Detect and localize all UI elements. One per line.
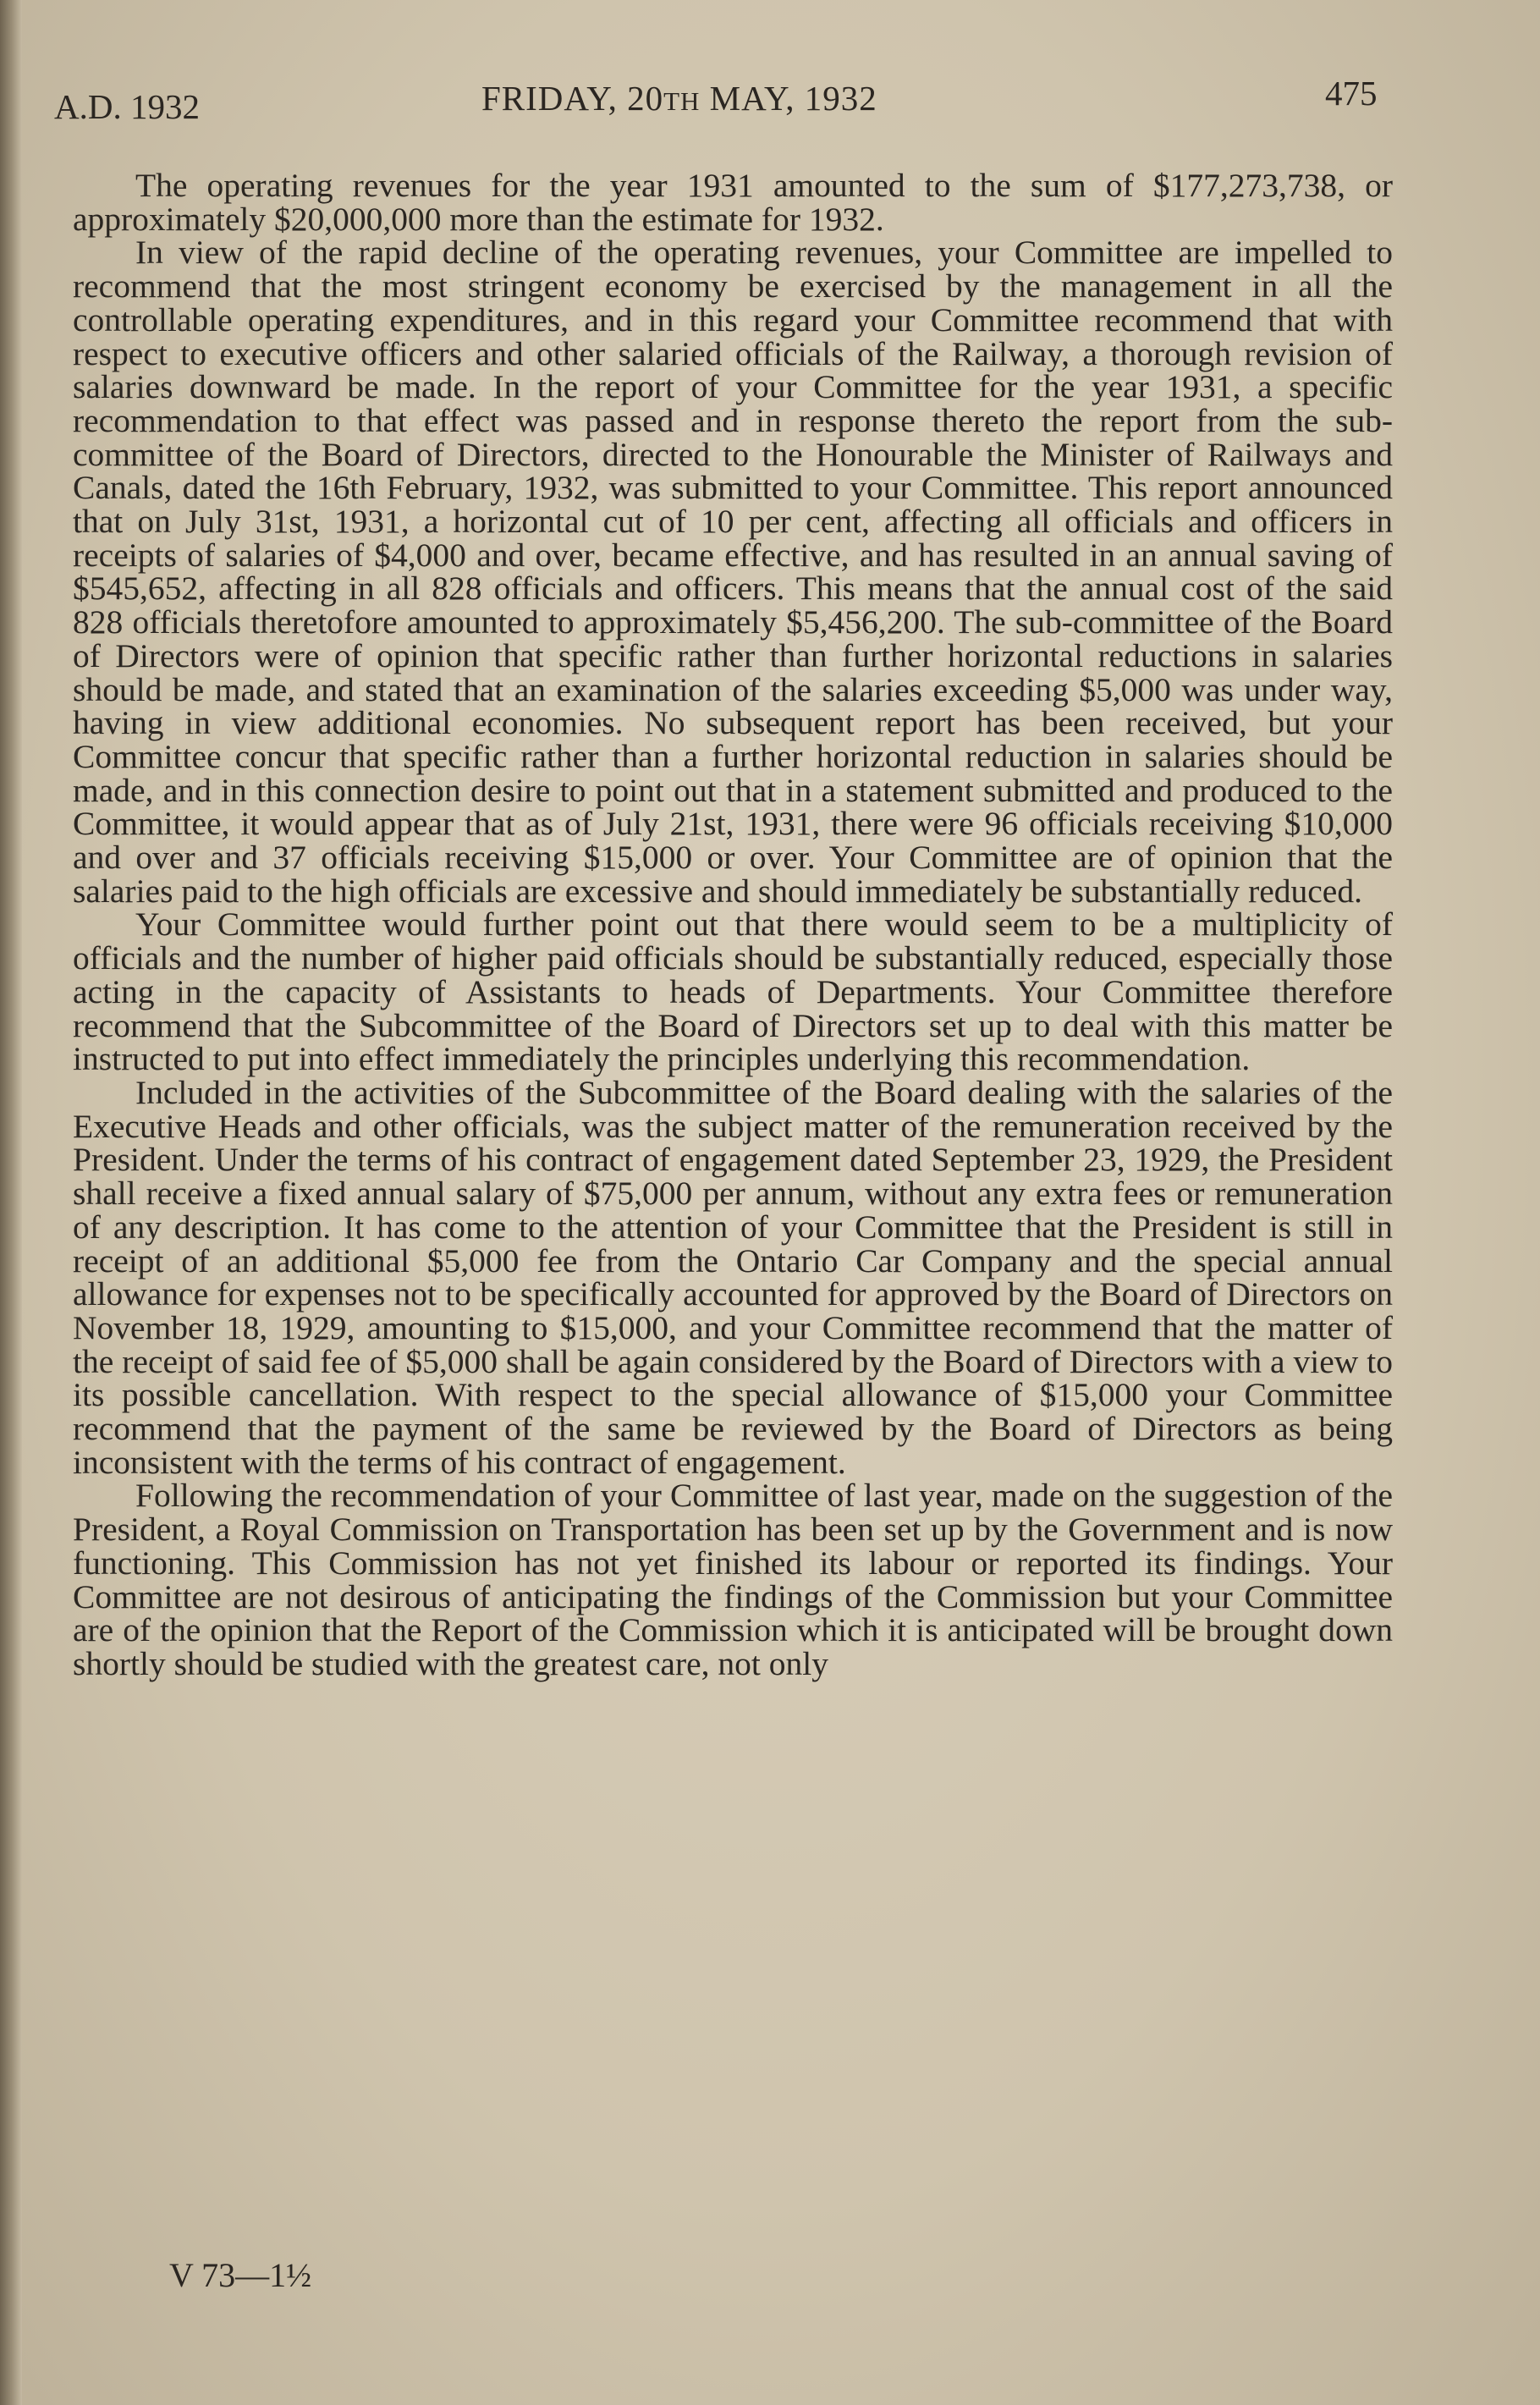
paragraph-operating-revenues: The operating revenues for the year 1931 amounted to the sum of $177,273,738, or approximately $20,000,000 more than the estimate for 1932.: [73, 167, 1393, 238]
paragraph-multiplicity-of-officials: Your Committee would further point out that there would seem to be a multiplicity of officials and the number of higher paid officials should be substantially reduced, especially those acting in the capacity of Assistants to heads of Departments. Your Committee therefore recommend that the Subcommittee of the Board of Directors set up to deal with this matter be instructed to put into effect immediately the principles underlying this recommendation.: [73, 905, 1393, 1078]
paragraph-salary-revision: In view of the rapid decline of the operating revenues, your Committee are impelled to recommend that the most stringent economy be exercised by the management in all the controllable operating expenditures, and in this regard your Committee recommend that with respect to executive officers and other salaried officials of the Railway, a thorough revision of salaries downward be made. In the report of your Committee for the year 1931, a specific recommendation to that effect was passed and in response thereto the report from the sub-committee of the Board of Directors, directed to the Honourable the Minister of Railways and Canals, dated the 16th February, 1932, was submitted to your Committee. This report announced that on July 31st, 1931, a horizontal cut of 10 per cent, affecting all officials and officers in receipts of salaries of $4,000 and over, became effective, and has resulted in an annual saving of $545,652, affecting in all 828 officials and officers. This means that the annual cost of the said 828 officials theretofore amounted to approximately $5,456,200. The sub-committee of the Board of Directors were of opinion that specific rather than further horizontal reductions in salaries should be made, and stated that an examination of the salaries exceeding $5,000 was under way, having in view additional economies. No subsequent report has been received, but your Committee concur that specific rather than a further horizontal reduction in salaries should be made, and in this connection desire to point out that in a statement submitted and produced to the Committee, it would appear that as of July 21st, 1931, there were 96 officials receiving $10,000 and over and 37 officials receiving $15,000 or over. Your Committee are of opinion that the salaries paid to the high officials are excessive and should immediately be substantially reduced.: [73, 234, 1393, 910]
page-number: 475: [1325, 74, 1378, 113]
body-text: [73, 169, 1393, 1681]
running-head: [54, 74, 1391, 129]
paragraph-president-remuneration: Included in the activities of the Subcommittee of the Board dealing with the salaries of the Executive Heads and other officials, was the subject matter of the remuneration received by the President. Under the terms of his contract of engagement dated September 23, 1929, the President shall receive a fixed annual salary of $75,000 per annum, without any extra fees or remuneration of any description. It has come to the attention of your Committee that the President is still in receipt of an additional $5,000 fee from the Ontario Car Company and the special annual allowance for expenses not to be specifically accounted for approved by the Board of Directors on November 18, 1929, amounting to $15,000, and your Committee recommend that the matter of the receipt of said fee of $5,000 shall be again considered by the Board of Directors with a view to its possible cancellation. With respect to the special allowance of $15,000 your Committee recommend that the payment of the same be reviewed by the Board of Directors as being inconsistent with the terms of his contract of engagement.: [73, 1073, 1393, 1481]
signature-mark: V 73—1½: [169, 2256, 312, 2294]
book-spine-shadow: [0, 0, 22, 2405]
paragraph-royal-commission: Following the recommendation of your Committee of last year, made on the suggestion of the President, a Royal Commission on Transportation has been set up by the Government and is now functioning. This Commission has not yet finished its labour or reported its findings. Your Committee are not desirous of anticipating the findings of the Commission but your Committee are of the opinion that the Report of the Commission which it is anticipated will be brought down shortly should be studied with the greatest care, not only: [73, 1477, 1393, 1682]
header-year: A.D. 1932: [54, 87, 200, 126]
header-date: FRIDAY, 20TH MAY, 1932: [481, 79, 877, 118]
